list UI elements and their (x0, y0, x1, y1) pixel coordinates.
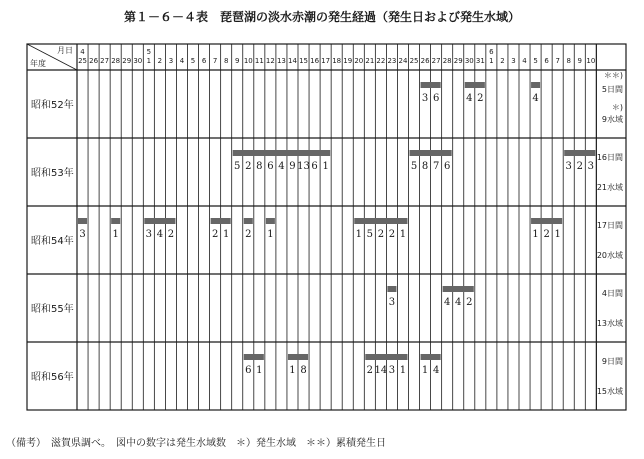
date-label: 1 (146, 57, 152, 65)
date-label: 29 (122, 57, 132, 65)
date-label: 11 (254, 57, 264, 65)
area-count: 8 (256, 161, 263, 172)
row-year: 昭和54年 (31, 236, 74, 247)
area-count: 1 (256, 365, 263, 376)
date-label: 4 (522, 57, 527, 65)
area-count: 7 (432, 161, 440, 172)
date-label: 22 (376, 57, 386, 65)
red-tide-bar (531, 218, 562, 224)
area-count: 2 (543, 229, 550, 240)
area-count: 4 (156, 229, 164, 240)
area-count: 3 (388, 365, 396, 376)
area-count: 3 (79, 229, 86, 240)
area-count: 1 (421, 365, 429, 376)
corner-month-day: 月日 (57, 46, 73, 55)
area-count: 4 (278, 161, 285, 172)
row-year: 昭和55年 (31, 304, 74, 315)
row-areas: 21水域 (596, 183, 623, 192)
area-count: 3 (587, 161, 595, 172)
area-count: 1 (112, 229, 119, 240)
red-tide-bar (78, 218, 87, 224)
date-label: 9 (234, 57, 240, 65)
row-days: 16日間 (596, 153, 623, 162)
date-label: 8 (223, 57, 229, 65)
cumulative-days-mark: ＊＊) (603, 71, 623, 80)
area-count: 13 (297, 161, 310, 172)
area-count: 2 (245, 161, 252, 172)
date-label: 2 (500, 57, 505, 65)
row-days: 17日間 (596, 221, 623, 230)
area-count: 1 (399, 229, 407, 240)
date-label: 26 (89, 57, 99, 65)
date-label: 13 (276, 57, 286, 65)
area-count: 2 (466, 297, 473, 308)
area-count: 6 (267, 161, 274, 172)
row-days: 9日間 (601, 357, 623, 366)
area-count: 6 (443, 161, 451, 172)
area-count: 2 (167, 229, 175, 240)
date-label: 2 (157, 57, 163, 65)
area-count: 2 (366, 365, 374, 376)
red-tide-bar (288, 354, 308, 360)
area-count: 2 (377, 229, 385, 240)
date-label: 31 (475, 57, 485, 65)
area-count: 5 (366, 229, 374, 240)
row-areas: 15水域 (596, 387, 623, 396)
date-label: 18 (332, 57, 342, 65)
date-label: 30 (133, 57, 143, 65)
footnote: （備考） 滋賀県調べ。 図中の数字は発生水域数 ＊）発生水域 ＊＊）累積発生日 (6, 438, 386, 449)
date-month-label: 4 (80, 48, 85, 56)
area-count: 5 (234, 161, 241, 172)
red-tide-bar (465, 82, 485, 88)
area-count: 1 (554, 229, 561, 240)
red-tide-bar (354, 218, 407, 224)
row-areas: 20水域 (596, 251, 623, 260)
date-label: 28 (111, 57, 121, 65)
row-areas: 13水域 (596, 319, 623, 328)
date-label: 25 (409, 57, 419, 65)
date-label: 3 (511, 57, 516, 65)
date-label: 10 (243, 57, 253, 65)
water-areas-mark: ＊) (611, 103, 623, 112)
area-count: 3 (145, 229, 153, 240)
date-label: 8 (566, 57, 571, 65)
date-label: 25 (78, 57, 87, 65)
red-tide-bar (211, 218, 231, 224)
area-count: 1 (532, 229, 539, 240)
date-label: 28 (442, 57, 452, 65)
area-count: 6 (311, 161, 318, 172)
red-tide-bar (111, 218, 120, 224)
row-year: 昭和52年 (31, 100, 74, 111)
date-label: 16 (310, 57, 320, 65)
row-year: 昭和53年 (31, 168, 74, 179)
date-label: 20 (354, 57, 364, 65)
date-label: 9 (577, 57, 583, 65)
date-label: 5 (190, 57, 196, 65)
date-label: 14 (288, 57, 297, 65)
area-count: 2 (477, 93, 484, 104)
red-tide-bar (410, 150, 452, 156)
area-count: 5 (410, 161, 418, 172)
area-count: 1 (355, 229, 362, 240)
date-label: 3 (168, 57, 174, 65)
red-tide-bar (421, 82, 441, 88)
date-label: 10 (586, 57, 596, 65)
red-tide-bar (266, 218, 275, 224)
red-tide-bar (233, 150, 330, 156)
date-label: 26 (420, 57, 430, 65)
area-count: 8 (421, 161, 429, 172)
date-label: 6 (544, 57, 549, 65)
area-count: 1 (222, 229, 230, 240)
red-tide-bar (244, 354, 264, 360)
area-count: 2 (576, 161, 583, 172)
row-year: 昭和56年 (31, 372, 74, 383)
red-tide-bar (421, 354, 441, 360)
red-tide-bar (244, 218, 253, 224)
area-count: 3 (388, 297, 396, 308)
date-label: 15 (299, 57, 308, 65)
red-tide-bar (531, 82, 540, 88)
date-label: 21 (365, 57, 375, 65)
date-label: 24 (398, 57, 408, 65)
date-label: 30 (464, 57, 474, 65)
date-label: 27 (431, 57, 441, 65)
red-tide-bar (387, 286, 396, 292)
date-label: 7 (555, 57, 560, 65)
date-label: 12 (265, 57, 275, 65)
area-count: 2 (211, 229, 219, 240)
area-count: 3 (565, 161, 572, 172)
area-count: 4 (532, 93, 539, 104)
area-count: 8 (300, 365, 307, 376)
area-count: 14 (374, 365, 388, 376)
date-label: 5 (533, 57, 538, 65)
area-count: 1 (399, 365, 407, 376)
area-count: 9 (289, 161, 296, 172)
red-tide-bar (443, 286, 474, 292)
area-count: 6 (245, 365, 252, 376)
area-count: 2 (245, 229, 252, 240)
table-title: 第１－６－４表 琵琶湖の淡水赤潮の発生経過（発生日および発生水域） (123, 10, 520, 24)
corner-year: 年度 (30, 59, 46, 68)
date-label: 17 (321, 57, 331, 65)
red-tide-bar (564, 150, 595, 156)
date-label: 27 (100, 57, 110, 65)
date-month-label: 6 (489, 48, 494, 56)
date-label: 23 (387, 57, 397, 65)
date-label: 19 (343, 57, 353, 65)
red-tide-bar (144, 218, 175, 224)
area-count: 1 (267, 229, 274, 240)
row-areas: 9水域 (601, 115, 623, 124)
area-count: 4 (443, 297, 451, 308)
red-tide-bar (365, 354, 407, 360)
date-label: 29 (453, 57, 463, 65)
date-month-label: 5 (146, 48, 152, 56)
area-count: 4 (432, 365, 440, 376)
row-days: 4日間 (601, 289, 623, 298)
area-count: 1 (322, 161, 329, 172)
date-label: 1 (489, 57, 494, 65)
area-count: 6 (432, 93, 440, 104)
area-count: 4 (466, 93, 473, 104)
date-label: 4 (179, 57, 185, 65)
area-count: 4 (455, 297, 462, 308)
date-label: 7 (212, 57, 218, 65)
row-days: 5日間 (601, 85, 623, 94)
area-count: 3 (421, 93, 429, 104)
area-count: 2 (388, 229, 396, 240)
date-label: 6 (201, 57, 207, 65)
area-count: 1 (289, 365, 296, 376)
